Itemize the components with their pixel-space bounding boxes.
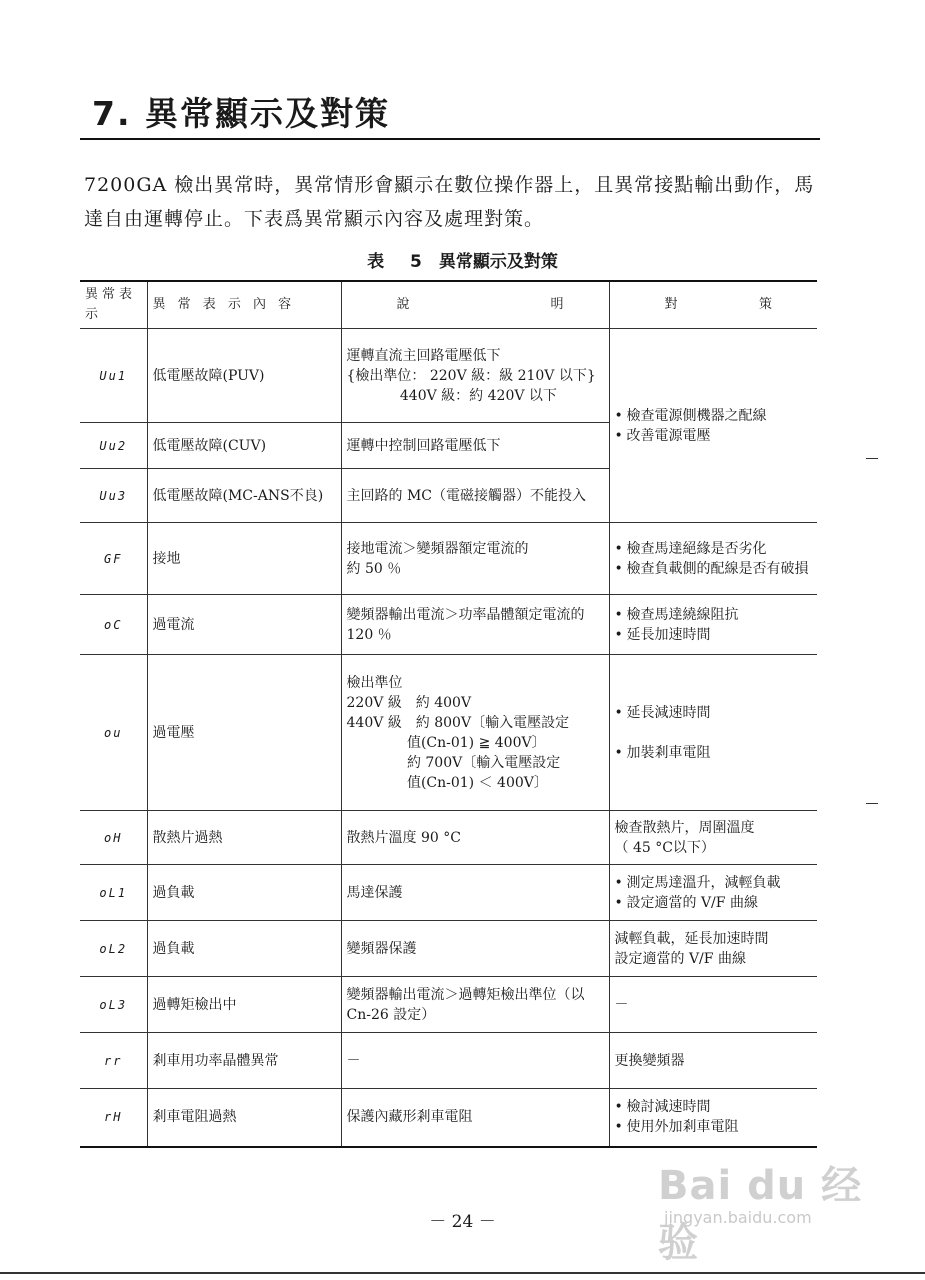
table-row	[80, 921, 817, 977]
table-row	[80, 865, 817, 921]
error-content: 過電壓	[147, 655, 341, 811]
scan-mark	[866, 803, 878, 804]
page-number: － 24 －	[429, 1212, 496, 1232]
error-description: 保護內藏形剎車電阻	[341, 1089, 609, 1147]
measure-item: • 檢查電源側機器之配線	[615, 406, 813, 426]
error-description: 變頻器保護	[341, 921, 609, 977]
error-description: 接地電流＞變頻器額定電流的 約 50 ％	[341, 523, 609, 595]
error-code: oC	[80, 595, 147, 655]
table-row	[80, 329, 817, 423]
error-code: oL1	[80, 865, 147, 921]
error-content: 過轉矩檢出中	[147, 977, 341, 1033]
measure-item: • 檢查馬達繞線阻抗	[615, 605, 813, 625]
error-description: 變頻器輸出電流＞過轉矩檢出準位（以 Cn-26 設定）	[341, 977, 609, 1033]
measure-item: • 檢查馬達絕緣是否劣化	[615, 539, 813, 559]
watermark	[658, 1148, 868, 1266]
error-measures: 減輕負載，延長加速時間 設定適當的 V/F 曲線	[609, 921, 817, 977]
page-title: 7. 異常顯示及對策	[92, 94, 390, 133]
error-content: 低電壓故障(CUV)	[147, 423, 341, 469]
error-measures	[609, 595, 817, 655]
header-row	[80, 281, 817, 329]
error-measures: 檢查散熱片，周圍溫度 （ 45 °C以下）	[609, 811, 817, 865]
error-description: 檢出準位 220V 級 約 400V 440V 級 約 800V〔輸入電壓設定 值(Cn-01) ≧ 400V〕 約 700V〔輸入電壓設定 值(Cn-01) ＜ 400V〕	[341, 655, 609, 811]
error-content: 過電流	[147, 595, 341, 655]
error-code: oL3	[80, 977, 147, 1033]
header-code: 異常表示	[80, 281, 147, 329]
error-content: 低電壓故障(PUV)	[147, 329, 341, 423]
intro-paragraph: 7200GA 檢出異常時，異常情形會顯示在數位操作器上，且異常接點輸出動作，馬達自由運轉停止。下表爲異常顯示內容及處理對策。	[84, 174, 815, 230]
error-description: 主回路的 MC（電磁接觸器）不能投入	[341, 469, 609, 523]
error-content: 剎車電阻過熱	[147, 1089, 341, 1147]
error-code: GF	[80, 523, 147, 595]
error-content: 低電壓故障(MC-ANS不良)	[147, 469, 341, 523]
error-measures: 更換變頻器	[609, 1033, 817, 1089]
table-caption: 表 5 異常顯示及對策	[367, 252, 558, 272]
measure-item: • 延長減速時間	[615, 703, 813, 723]
error-measures	[609, 865, 817, 921]
error-measures	[609, 523, 817, 595]
scan-mark	[866, 458, 878, 459]
header-description: 說 明	[341, 281, 609, 329]
table-row	[80, 811, 817, 865]
error-code: oH	[80, 811, 147, 865]
error-measures: －	[609, 977, 817, 1033]
measure-item: • 延長加速時間	[615, 625, 813, 645]
error-description: 馬達保護	[341, 865, 609, 921]
error-description: －	[341, 1033, 609, 1089]
error-description: 散熱片溫度 90 °C	[341, 811, 609, 865]
error-table	[80, 280, 817, 1148]
error-code: rH	[80, 1089, 147, 1147]
error-code: Uu1	[80, 329, 147, 423]
bottom-edge-rule	[0, 1272, 925, 1274]
error-description: 運轉直流主回路電壓低下 {檢出準位： 220V 級：級 210V 以下} 440V 級：約 420V 以下	[341, 329, 609, 423]
table-row	[80, 523, 817, 595]
header-content: 異 常 表 示 內 容	[147, 281, 341, 329]
title-rule	[80, 138, 820, 140]
error-code: oL2	[80, 921, 147, 977]
header-measures: 對 策	[609, 281, 817, 329]
error-content: 散熱片過熱	[147, 811, 341, 865]
table-row	[80, 977, 817, 1033]
error-code: Uu2	[80, 423, 147, 469]
watermark-logo: Bai du 经验	[658, 1163, 863, 1266]
watermark-url: jingyan.baidu.com	[664, 1208, 812, 1227]
table-row	[80, 1089, 817, 1147]
measure-item: • 設定適當的 V/F 曲線	[615, 893, 813, 913]
error-measures	[609, 655, 817, 811]
measure-item: • 檢討減速時間	[615, 1097, 813, 1117]
error-content: 接地	[147, 523, 341, 595]
error-description: 運轉中控制回路電壓低下	[341, 423, 609, 469]
error-code: Uu3	[80, 469, 147, 523]
error-code: ou	[80, 655, 147, 811]
table-row	[80, 595, 817, 655]
measure-item: • 改善電源電壓	[615, 426, 813, 446]
table-row	[80, 1033, 817, 1089]
error-measures	[609, 1089, 817, 1147]
error-measures	[609, 329, 817, 523]
measure-item: • 檢查負載側的配線是否有破損	[615, 559, 813, 579]
table-row	[80, 655, 817, 811]
measure-item: • 使用外加剎車電阻	[615, 1117, 813, 1137]
measure-item: • 加裝剎車電阻	[615, 743, 813, 763]
error-code: rr	[80, 1033, 147, 1089]
measure-item: • 測定馬達溫升，減輕負載	[615, 873, 813, 893]
error-content: 剎車用功率晶體異常	[147, 1033, 341, 1089]
error-description: 變頻器輸出電流＞功率晶體額定電流的 120 ％	[341, 595, 609, 655]
error-content: 過負載	[147, 865, 341, 921]
error-content: 過負載	[147, 921, 341, 977]
